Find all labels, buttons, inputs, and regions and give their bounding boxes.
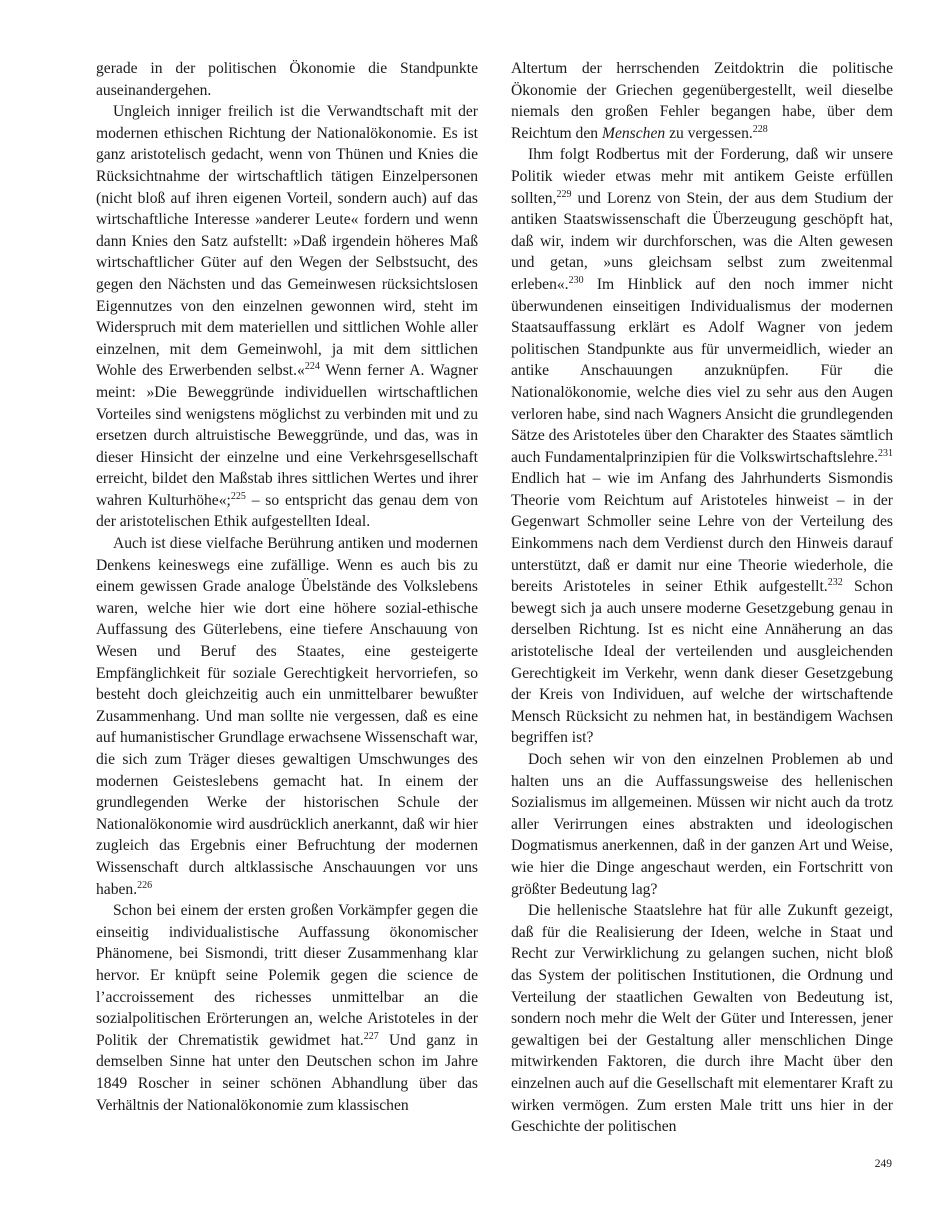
paragraph (511, 144, 893, 749)
text-run: Im Hinblick auf den noch immer nicht überwundenen einseitigen Individualismus der modernen Staatsauffassung erklärt es Adolf Wagner von jedem politischen Standpunkte aus für unvermeidlich, wieder an antike Anschauungen anzuknüpfen. Für die Nationalökonomie, welche dies viel zu sehr aus den Augen verloren habe, sind nach Wagners Ansicht die grundlegenden Sätze des Aristoteles über den Charakter des Staates sämtlich auch Fundamentalprinzipien für die Volkswirtschaftslehre. (511, 275, 893, 466)
paragraph (511, 900, 893, 1138)
text-run: und Lorenz von Stein, der aus dem Studium der antiken Staatswissenschaft die Überzeugung geschöpft hat, daß wir, indem wir durchforschen, was die Alten gewesen und getan, »uns gleichsam selbst zum zweitenmal erleben«. (511, 189, 893, 293)
footnote-ref: 224 (304, 361, 320, 373)
text-run: Doch sehen wir von den einzelnen Problemen ab und halten uns an die Auffassungsweise des hellenischen Sozialismus im allgemeinen. Müssen wir nicht auch da trotz aller Verirrungen eines abstrakten und ideologischen Dogmatismus anerkennen, daß in der ganzen Art und Weise, wie hier die Dinge angeschaut werden, ein Fortschritt von größter Bedeutung lag? (511, 751, 893, 898)
footnote-ref: 230 (568, 274, 584, 286)
text-run: gerade in der politischen Ökonomie die Standpunkte auseinandergehen. (96, 60, 478, 99)
footnote-ref: 228 (752, 123, 768, 135)
text-run: Endlich hat – wie im Anfang des Jahrhunderts Sismondis Theorie vom Reichtum auf Aristoteles hinweist – in der Gegenwart Schmoller seine Lehre von der Verteilung des Einkommens nach dem Verdienst durch den Hinweis darauf unterstützt, daß er damit nur eine Theorie wiederhole, die bereits Aristoteles in seiner Ethik aufgestellt. (511, 470, 893, 596)
text-run: Schon bei einem der ersten großen Vorkämpfer gegen die einseitig individualistische Auffassung ökonomischer Phänomene, bei Sismondi, tritt dieser Zusammenhang klar hervor. Er knüpft seine Polemik gegen die science de l’accroissement des richesses unmittelbar an die sozialpolitischen Erörterungen an, welche Aristoteles in der Politik der Chrematistik gewidmet hat. (96, 902, 478, 1049)
paragraph (96, 900, 478, 1116)
text-run: Ihm folgt Rodbertus mit der Forderung, daß wir unsere Politik wieder etwas mehr mit antikem Geiste erfüllen sollten, (511, 146, 893, 207)
footnote-ref: 231 (878, 447, 893, 459)
paragraph (96, 533, 478, 900)
footnote-ref: 225 (230, 490, 246, 502)
text-run: Und ganz in demselben Sinne hat unter den Deutschen schon im Jahre 1849 Roscher in seiner schönen Abhandlung über das Verhältnis der Nationalökonomie zum klassischen (96, 1031, 478, 1114)
text-run: Die hellenische Staatslehre hat für alle Zukunft gezeigt, daß für die Realisierung der Ideen, welche in Staat und Recht zur Verwirklichung zu gelangen suchen, nicht bloß das System der politischen Institutionen, die Ordnung und Verteilung der staatlichen Gewalten von Bedeutung ist, sondern noch mehr die Welt der Güter und Interessen, jener gewaltigen bei der Gestaltung aller menschlichen Dinge mitwirkenden Faktoren, die durch ihre Macht über den einzelnen auch auf die Gesellschaft mit elementarer Kraft zu wirken vermögen. Zum ersten Male tritt uns hier in der Geschichte der politischen (511, 902, 893, 1136)
left-text-column (96, 58, 478, 1116)
emphasized-text: Menschen (601, 124, 666, 142)
right-text-column (511, 58, 893, 1138)
text-run: zu vergessen. (665, 124, 753, 142)
paragraph (96, 101, 478, 533)
footnote-ref: 227 (363, 1030, 379, 1042)
text-run: Ungleich inniger freilich ist die Verwandtschaft mit der modernen ethischen Richtung der Nationalökonomie. Es ist ganz aristotelisch gedacht, wenn von Thünen und Knies die Rücksichtnahme der wirtschaftlich tätigen Einzelpersonen (nicht bloß auf ihren eigenen Vorteil, sondern auch) auf das wirtschaftliche Interesse »anderer Leute« fordern und wenn dann Knies den Satz aufstellt: »Daß irgendein höheres Maß wirtschaftlicher Güter auf den Wegen der Selbstsucht, des gegen den Nächsten und das Gemeinwesen rücksichtslosen Eigennutzes von den einzelnen gewonnen wird, steht im Widerspruch mit dem materiellen und sittlichen Wohle aller einzelnen, mit dem Gemeinwohl, ja mit dem sittlichen Wohle des Erwerbenden selbst.« (96, 103, 478, 380)
text-run: – so entspricht das genau dem von der aristotelischen Ethik aufgestellten Ideal. (96, 491, 479, 531)
text-run: Auch ist diese vielfache Berührung antiken und modernen Denkens keineswegs eine zufällige. Wenn es auch bis zu einem gewissen Grade analoge Übelstände des Volkslebens waren, welche hier wie dort eine höhere sozial-ethische Auffassung des Güterlebens, eine tiefere Anschauung von Wesen und Beruf des Staates, eine gesteigerte Empfänglichkeit für soziale Gerechtigkeit hervorriefen, so besteht doch gleichzeitig auch ein unmittelbarer bewußter Zusammenhang. Und man sollte nie vergessen, daß es eine auf humanistischer Grundlage erwachsene Wissenschaft war, die sich zum Träger dieses gewaltigen Umschwunges des modernen Geisteslebens gemacht hat. In einem der grundlegenden Werke der historischen Schule der Nationalökonomie wird ausdrücklich anerkannt, daß wir hier zugleich das Ergebnis einer Befruchtung der modernen Wissenschaft durch altklassische Anschauungen vor uns haben. (96, 535, 478, 898)
footnote-ref: 232 (827, 577, 843, 589)
text-run: Wenn ferner A. Wagner meint: »Die Beweggründe individuellen wirtschaftlichen Vorteiles sind wenigstens möglichst zu verbinden mit und zu ersetzen durch altruistische Beweggründe, und das, was in dieser Hinsicht der einzelne und eine Verkehrsgesellschaft erreicht, bildet den Maßstab ihres sittlichen Wertes und ihrer wahren Kulturhöhe«; (96, 362, 478, 509)
footnote-ref: 229 (556, 188, 572, 200)
paragraph (511, 58, 893, 144)
footnote-ref: 226 (137, 879, 153, 891)
text-run: Altertum der herrschenden Zeitdoktrin die politische Ökonomie der Griechen gegenübergestellt, weil dieselbe niemals den großen Fehler begangen habe, über dem Reichtum den (511, 60, 893, 142)
paragraph (96, 58, 478, 101)
paragraph (511, 749, 893, 900)
text-run: Schon bewegt sich ja auch unsere moderne Gesetzgebung genau in derselben Richtung. Ist es nicht eine Annäherung an das aristotelische Ideal der verteilenden und ausgleichenden Gerechtigkeit im Verkehr, wenn dank dieser Gesetzgebung der Kreis von Individuen, auf welche der wirtschaftende Mensch Rücksicht zu nehmen hat, in beständigem Wachsen begriffen ist? (511, 578, 893, 747)
page-number: 249 (874, 1158, 892, 1170)
